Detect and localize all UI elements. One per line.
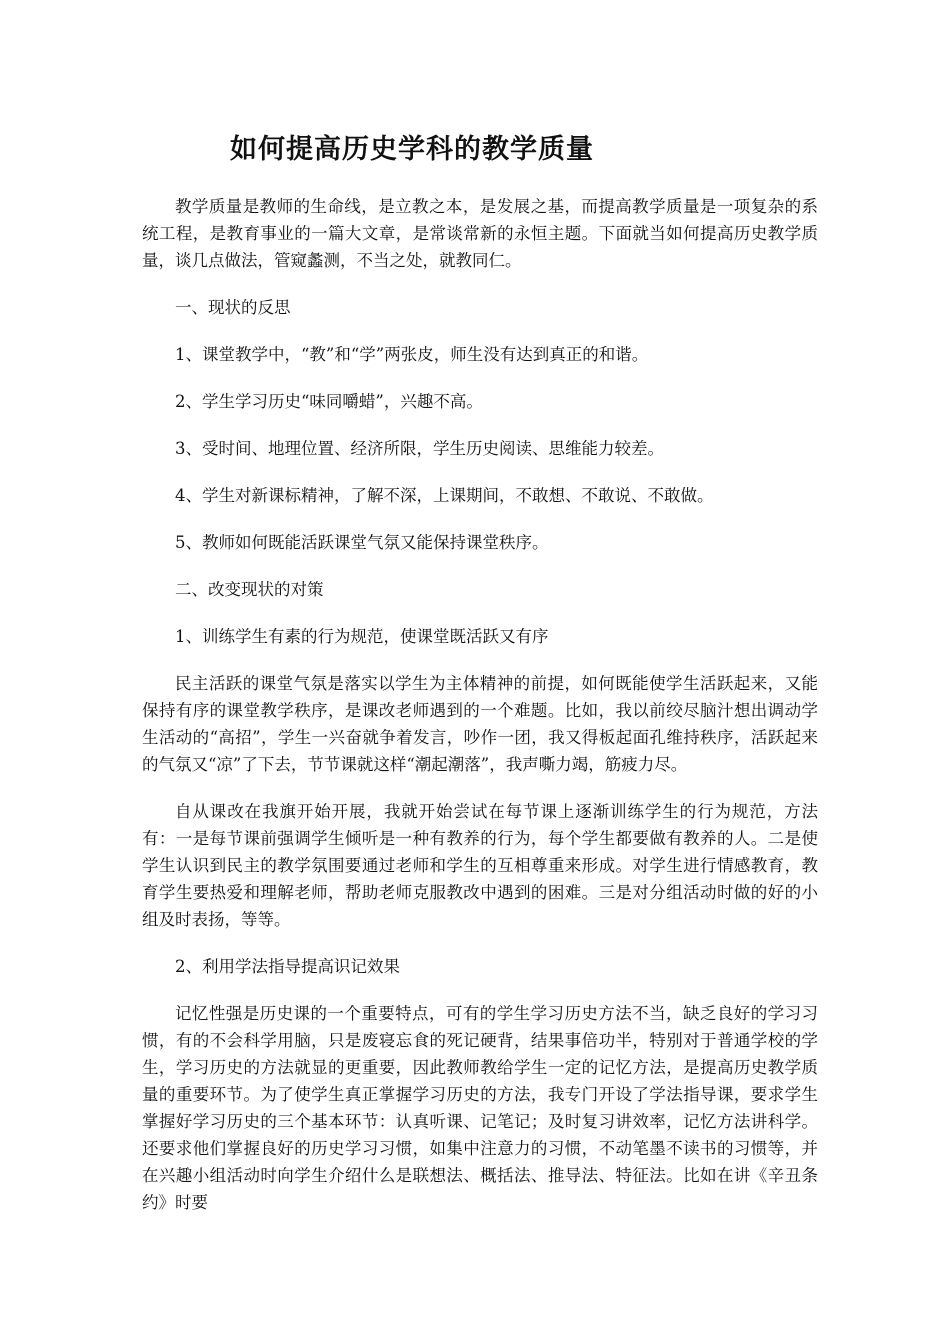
page-title: 如何提高历史学科的教学质量 — [230, 134, 594, 165]
list-item: 5、教师如何既能活跃课堂气氛又能保持课堂秩序。 — [175, 533, 549, 552]
list-item: 3、受时间、地理位置、经济所限，学生历史阅读、思维能力较差。 — [175, 439, 664, 458]
subsection-heading: 2、利用学法指导提高识记效果 — [175, 957, 400, 976]
body-paragraph: 记忆性强是历史课的一个重要特点，可有的学生学习历史方法不当，缺乏良好的学习习惯，有的不会科学用脑，只是废寝忘食的死记硬背，结果事倍功半，特别对于普通学校的学生，学习历史的方法就显的更重要，因此教师教给学生一定的记忆方法，是提高历史教学质量的重要环节。为了使学生真正掌握学习历史的方法，我专门开设了学法指导课，要求学生掌握好学习历史的三个基本环节：认真听课、记笔记；及时复习讲效率，记忆方法讲科学。还要求他们掌握良好的历史学习习惯，如集中注意力的习惯，不动笔墨不读书的习惯等，并在兴趣小组活动时向学生介绍什么是联想法、概括法、推导法、特征法。比如在讲《辛丑条约》时要 — [142, 1004, 818, 1212]
list-item: 2、学生学习历史“味同嚼蜡”，兴趣不高。 — [175, 392, 483, 411]
subsection-heading: 1、训练学生有素的行为规范，使课堂既活跃又有序 — [175, 627, 549, 646]
section-heading-reflection: 一、现状的反思 — [175, 298, 291, 317]
list-item: 4、学生对新课标精神，了解不深，上课期间，不敢想、不敢说、不敢做。 — [175, 486, 714, 505]
list-item: 1、课堂教学中，“教”和“学”两张皮，师生没有达到真正的和谐。 — [175, 345, 649, 364]
section-heading-countermeasures: 二、改变现状的对策 — [175, 580, 324, 599]
body-paragraph: 民主活跃的课堂气氛是落实以学生为主体精神的前提，如何既能使学生活跃起来，又能保持有序的课堂教学秩序，是课改老师遇到的一个难题。比如，我以前绞尽脑汁想出调动学生活动的“高招”，学生一兴奋就争着发言，吵作一团，我又得板起面孔维持秩序，活跃起来的气氛又“凉”了下去，节节课就这样“潮起潮落”，我声嘶力竭，筋疲力尽。 — [142, 674, 818, 774]
body-paragraph: 自从课改在我旗开始开展，我就开始尝试在每节课上逐渐训练学生的行为规范，方法有：一是每节课前强调学生倾听是一种有教养的行为，每个学生都要做有教养的人。二是使学生认识到民主的教学氛围要通过老师和学生的互相尊重来形成。对学生进行情感教育，教育学生要热爱和理解老师，帮助老师克服教改中遇到的困难。三是对分组活动时做的好的小组及时表扬，等等。 — [142, 802, 818, 929]
document-body — [142, 193, 818, 1236]
intro-paragraph: 教学质量是教师的生命线，是立教之本，是发展之基，而提高教学质量是一项复杂的系统工程，是教育事业的一篇大文章，是常谈常新的永恒主题。下面就当如何提高历史教学质量，谈几点做法，管窥蠡测，不当之处，就教同仁。 — [142, 197, 818, 270]
